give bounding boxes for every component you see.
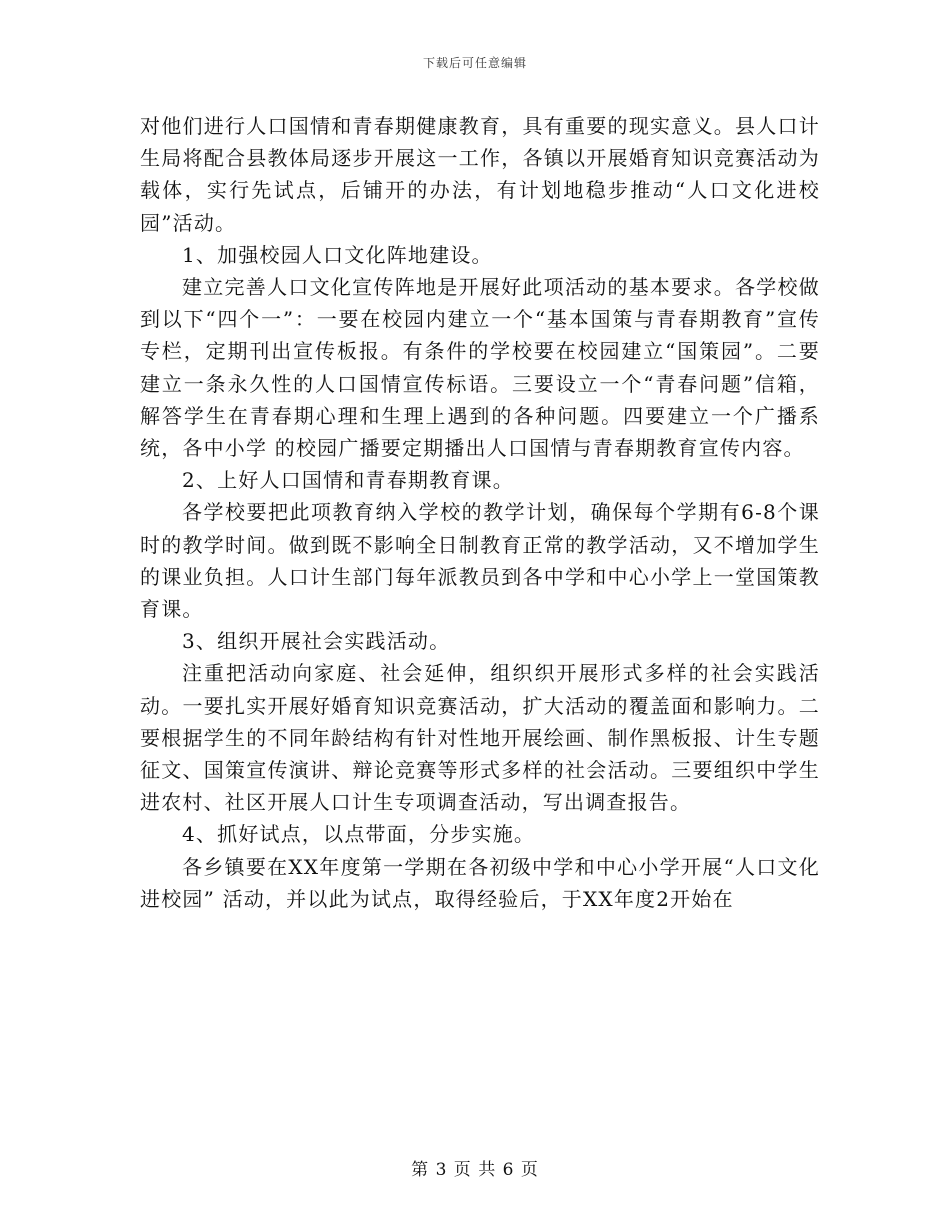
section-heading-3: 3、组织开展社会实践活动。	[182, 629, 451, 654]
page-number: 第 3 页 共 6 页	[411, 1160, 539, 1180]
section-heading-1: 1、加强校园人口文化阵地建设。	[182, 242, 493, 267]
section-heading-2: 2、上好人口国情和青春期教育课。	[182, 468, 514, 493]
page-header	[0, 54, 950, 71]
section-heading-4: 4、抓好试点，以点带面，分步实施。	[182, 822, 536, 847]
paragraph-2: 各学校要把此项教育纳入学校的教学计划，确保每个学期有6-8个课时的教学时间。做到既不影响全日制教育正常的教学活动，又不增加学生的课业负担。人口计生部门每年派教员到各中学和中心小学上一堂国策教育课。	[140, 500, 820, 622]
header-text: 下载后可任意编辑	[422, 56, 527, 70]
paragraph-intro: 对他们进行人口国情和青春期健康教育，具有重要的现实意义。县人口计生局将配合县教体局逐步开展这一工作，各镇以开展婚育知识竞赛活动为载体，实行先试点，后铺开的办法，有计划地稳步推动“人口文化进校园”活动。	[140, 114, 820, 235]
paragraph-4: 各乡镇要在XX年度第一学期在各初级中学和中心小学开展“人口文化进校园” 活动，并以此为试点，取得经验后，于XX年度2开始在	[140, 854, 820, 911]
page-footer	[0, 1155, 950, 1180]
document-body	[140, 110, 820, 915]
paragraph-3: 注重把活动向家庭、社会延伸，组织织开展形式多样的社会实践活动。一要扎实开展好婚育知识竞赛活动，扩大活动的覆盖面和影响力。二要根据学生的不同年龄结构有针对性地开展绘画、制作黑板报、计生专题征文、国策宣传演讲、辩论竞赛等形式多样的社会活动。三要组织中学生进农村、社区开展人口计生专项调查活动，写出调查报告。	[140, 661, 820, 815]
paragraph-1: 建立完善人口文化宣传阵地是开展好此项活动的基本要求。各学校做到以下“四个一”：一要在校园内建立一个“基本国策与青春期教育”宣传专栏，定期刊出宣传板报。有条件的学校要在校园建立“国策园”。二要建立一条永久性的人口国情宣传标语。三要设立一个“青春问题”信箱，解答学生在青春期心理和生理上遇到的各种问题。四要建立一个广播系统，各中小学 的校园广播要定期播出人口国情与青春期教育宣传内容。	[140, 275, 820, 461]
